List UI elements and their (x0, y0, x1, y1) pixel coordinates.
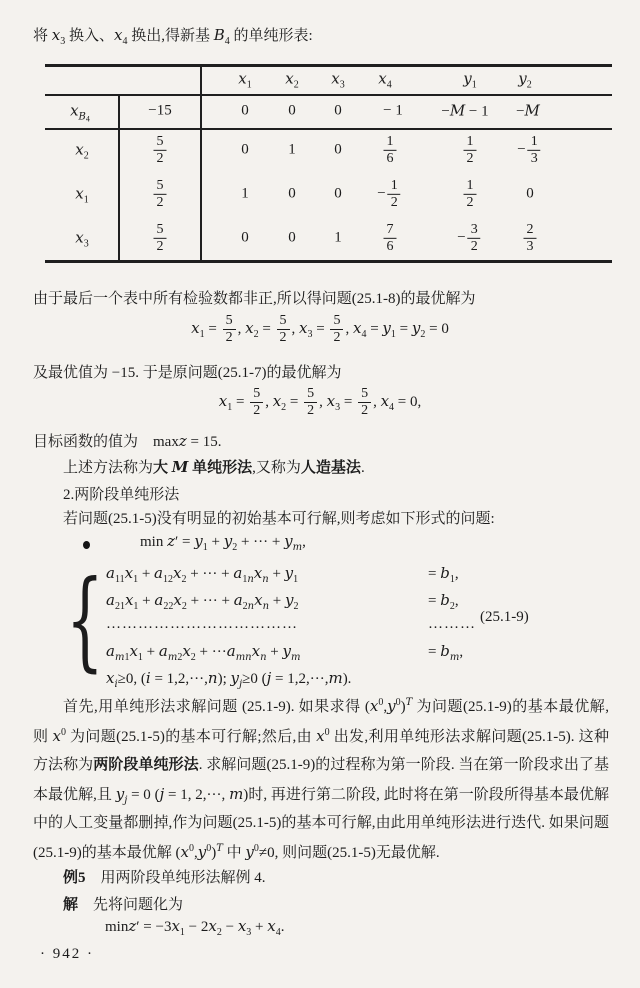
cell-x2: 0 (288, 185, 296, 202)
cell-x1: 1 (241, 185, 249, 202)
objective-row-value: −15 (148, 102, 172, 119)
two-phase-heading: 2.两阶段单纯形法 (63, 487, 180, 503)
two-phase-method-paragraph: 首先,用单纯形法求解问题 (25.1-9). 如果求得 $(x^0,y^0)^T$ 为问题(25.1-9)的基本最优解,则 $x^0$ 为问题(25.1-5)的基本可行解;然后,由 $x^0$ 出发,利用单纯形法求解问题(25.1-5). 这种方法称为两阶段单纯形法. 求解问题(25.1-9)的过程称为第一阶段. 当在第一阶段求出了基本最优解,且 $y_j = 0$ (j = 1, 2,···, m)时, 再进行第二阶段, 此时将在第一阶段所得基本最优解中的人工变量都删掉,作为问题(25.1-5)的基本可行解,由此用单纯形法进行迭代. 如果问题(25.1-9)的基本最优解 $(x^0,y^0)^T$ 中 $y^0\ne 0$, 则问题(25.1-5)无最优解. (33, 697, 609, 861)
cell-y1: $\frac{1}{2}$ (462, 134, 479, 166)
objective-row-label: $x_{B_4}$ (70, 101, 90, 124)
equation-lhs: $x_i\ge 0$, (i = 1,2,···,n); $y_j\ge 0$ (j = 1,2,···,m). (106, 669, 352, 690)
equation-lhs: $a_{21}x_1 + a_{22}x_2$ + ··· + $a_{2n}x_n + y_2$ (106, 591, 299, 612)
left-brace: { (66, 558, 104, 683)
objective-row (45, 94, 612, 128)
row-value: $\frac{5}{2}$ (152, 178, 169, 210)
paragraph-optimal-25-1-7: 及最优值为 −15. 于是原问题(25.1-7)的最优解为 (33, 365, 342, 381)
solution-formula-25-1-7: $x_1$ = $\frac{5}{2}$ , $x_2$ = $\frac{5}{2}$ , $x_3$ = $\frac{5}{2}$ , $x_4 = 0$, (218, 386, 422, 419)
row-label: $x_2$ (75, 140, 89, 162)
equation-row-constraints (106, 667, 548, 690)
equation-rhs: ……… (428, 616, 476, 632)
paragraph-optimal-25-1-8: 由于最后一个表中所有检验数都非正,所以得问题(25.1-8)的最优解为 (33, 291, 476, 307)
row-value: $\frac{5}{2}$ (152, 134, 169, 166)
cell-x3: 1 (334, 229, 342, 246)
min-objective-line-2: $\min z' = -3x_1 - 2x_2 - x_3 + x_4$. (105, 917, 285, 938)
equation-rhs: = $b_m$, (428, 642, 464, 663)
col-header-y2: $y_2$ (518, 69, 532, 91)
cell-y1: $\frac{1}{2}$ (462, 178, 479, 210)
cell-x4: $\frac{7}{6}$ (382, 222, 399, 254)
objective-cell-y1: −M − 1 (441, 101, 489, 120)
basis-row-x3 (45, 216, 612, 260)
cell-y2: $\frac{2}{3}$ (522, 222, 539, 254)
row-value: $\frac{5}{2}$ (152, 222, 169, 254)
cell-y2: − $\frac{1}{3}$ (517, 134, 542, 166)
equation-row-m (106, 640, 548, 663)
objective-cell-x4: − 1 (383, 102, 403, 119)
objective-value-line: 目标函数的值为 maxz = 15. (33, 432, 222, 450)
simplex-table (45, 64, 612, 264)
cell-x2: 1 (288, 141, 296, 158)
basis-row-x2 (45, 128, 612, 172)
objective-cell-x2: 0 (288, 102, 296, 119)
page-number: · 942 · (40, 946, 94, 962)
col-header-x3: $x_3$ (331, 69, 345, 91)
cell-x4: $\frac{1}{6}$ (382, 134, 399, 166)
basis-row-x1 (45, 172, 612, 216)
equation-row-1 (106, 562, 548, 585)
cell-x1: 0 (241, 229, 249, 246)
cell-x2: 0 (288, 229, 296, 246)
objective-cell-x1: 0 (241, 102, 249, 119)
col-header-x4: $x_4$ (378, 69, 392, 91)
col-header-y1: $y_1$ (463, 69, 477, 91)
cell-x3: 0 (334, 141, 342, 158)
example-5-line: 例5 用两阶段单纯形法解例 4. (63, 870, 266, 886)
equation-system-25-1-9 (66, 558, 548, 690)
equation-rhs: = $b_2$, (428, 591, 459, 612)
solution-formula-25-1-8: $x_1$ = $\frac{5}{2}$ , $x_2$ = $\frac{5}{2}$ , $x_3$ = $\frac{5}{2}$ , $x_4 = y_1 = y_2 = 0$ (191, 313, 449, 346)
col-header-x1: $x_1$ (238, 69, 252, 91)
row-label: $x_3$ (75, 228, 89, 250)
cell-x4: − $\frac{1}{2}$ (377, 178, 402, 210)
equation-number: (25.1-9) (480, 609, 529, 625)
objective-cell-x3: 0 (334, 102, 342, 119)
equation-lhs: ……………………………… (106, 616, 298, 632)
cell-y2: 0 (526, 185, 534, 202)
col-header-x2: $x_2$ (285, 69, 299, 91)
paragraph-intro-25-1-9: 若问题(25.1-5)没有明显的初始基本可行解,则考虑如下形式的问题: (63, 511, 495, 527)
equation-rhs: = $b_1$, (428, 564, 459, 585)
cell-x3: 0 (334, 185, 342, 202)
min-objective-line: $\min z' = y_1 + y_2$ + ··· + $y_m$, (140, 532, 306, 553)
table-header-row (45, 64, 612, 94)
row-label: $x_1$ (75, 184, 89, 206)
equation-lhs: $a_{m1}x_1 + a_{m2}x_2 + \cdot\cdot\cdot a_{mn}x_n + y_m$ (106, 642, 301, 663)
objective-cell-y2: −M (516, 101, 540, 120)
table-bottom-border (45, 260, 612, 263)
ink-spot-artifact (83, 541, 90, 549)
cell-y1: − $\frac{3}{2}$ (457, 222, 482, 254)
big-m-method-line: 上述方法称为大 M 单纯形法,又称为人造基法. (63, 458, 365, 476)
intro-text: 将 $x_3$ 换入、$x_4$ 换出,得新基 $B_4$ 的单纯形表: (33, 26, 313, 47)
cell-x1: 0 (241, 141, 249, 158)
solution-label-line: 解 先将问题化为 (63, 897, 184, 913)
equation-lhs: $a_{11}x_1 + a_{12}x_2$ + ··· + $a_{1n}x_n + y_1$ (106, 564, 299, 585)
